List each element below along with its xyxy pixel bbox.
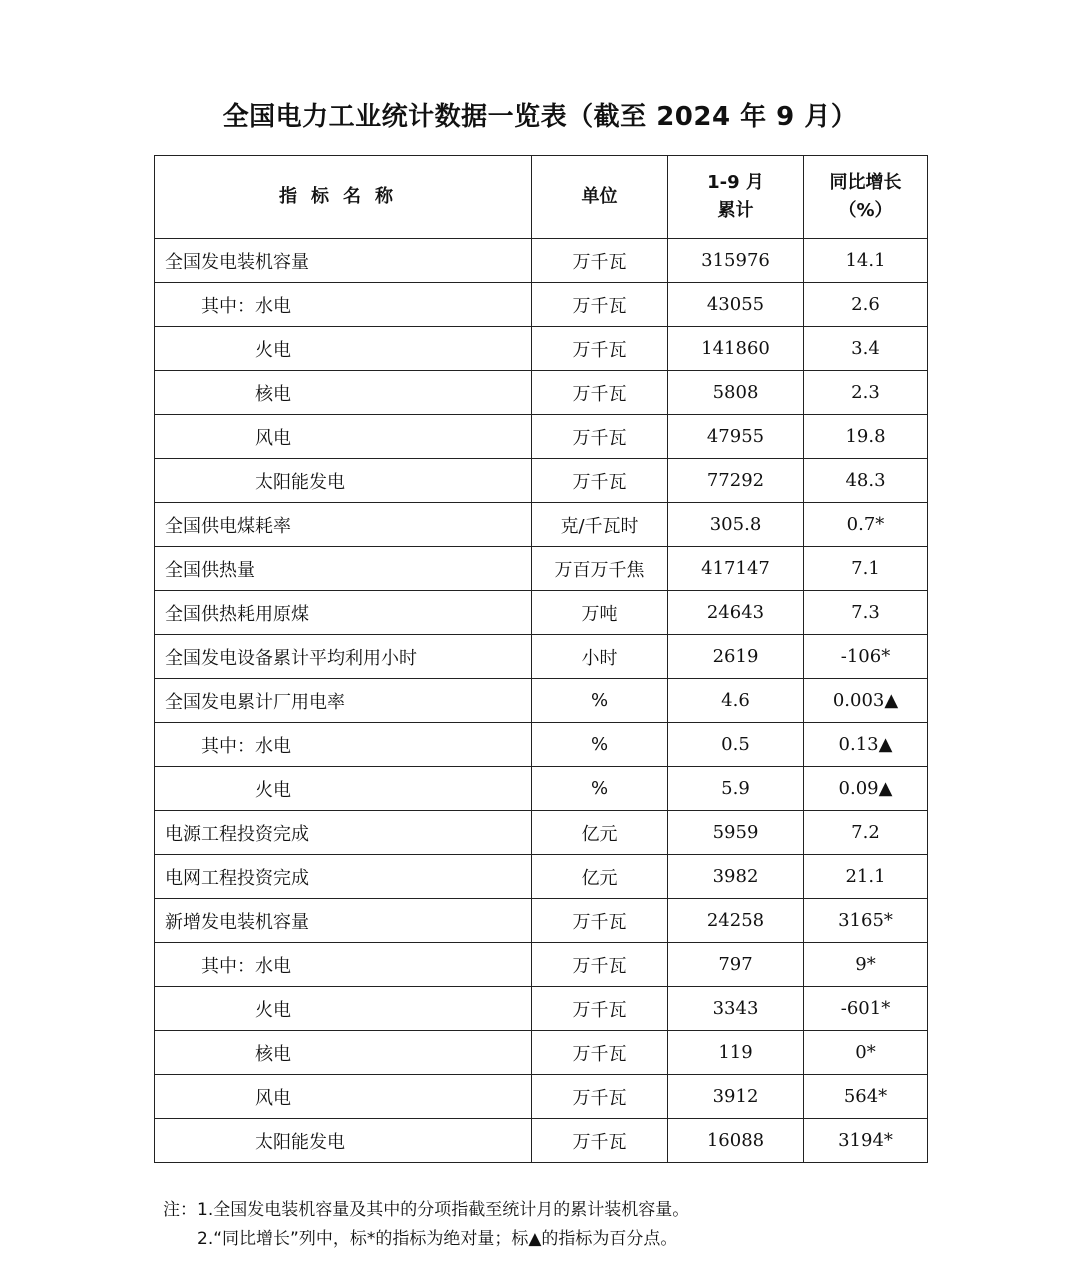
cumulative-value-cell: 47955 — [668, 415, 804, 459]
cumulative-value-cell: 2619 — [668, 635, 804, 679]
cumulative-value-cell: 315976 — [668, 239, 804, 283]
cumulative-value-cell: 24258 — [668, 899, 804, 943]
cumulative-value-cell: 119 — [668, 1031, 804, 1075]
yoy-growth-cell: 2.6 — [804, 283, 928, 327]
table-row — [155, 1075, 928, 1119]
unit-cell: % — [532, 679, 668, 723]
header-unit: 单位 — [532, 156, 668, 239]
cumulative-value-cell: 3343 — [668, 987, 804, 1031]
indicator-name-cell: 火电 — [155, 327, 532, 371]
indicator-name-cell: 风电 — [155, 1075, 532, 1119]
yoy-growth-cell: 9* — [804, 943, 928, 987]
indicator-name-cell: 电源工程投资完成 — [155, 811, 532, 855]
unit-cell: 万千瓦 — [532, 415, 668, 459]
cumulative-value-cell: 16088 — [668, 1119, 804, 1163]
unit-cell: 万百万千焦 — [532, 547, 668, 591]
statistics-table — [154, 155, 928, 1163]
table-row — [155, 415, 928, 459]
unit-cell: 万千瓦 — [532, 943, 668, 987]
header-yoy-line2: （%） — [838, 200, 893, 221]
indicator-name-cell: 全国发电累计厂用电率 — [155, 679, 532, 723]
table-row — [155, 767, 928, 811]
table-row — [155, 943, 928, 987]
yoy-growth-cell: 7.1 — [804, 547, 928, 591]
table-row — [155, 327, 928, 371]
header-cumulative — [668, 156, 804, 239]
unit-cell: 万千瓦 — [532, 1119, 668, 1163]
cumulative-value-cell: 43055 — [668, 283, 804, 327]
cumulative-value-cell: 3912 — [668, 1075, 804, 1119]
cumulative-value-cell: 77292 — [668, 459, 804, 503]
indicator-name-cell: 全国供热耗用原煤 — [155, 591, 532, 635]
cumulative-value-cell: 5808 — [668, 371, 804, 415]
yoy-growth-cell: 3165* — [804, 899, 928, 943]
indicator-name-cell: 全国发电装机容量 — [155, 239, 532, 283]
page-title: 全国电力工业统计数据一览表（截至 2024 年 9 月） — [222, 102, 858, 132]
header-cumulative-line1: 1-9 月 — [707, 172, 764, 193]
unit-cell: 万千瓦 — [532, 239, 668, 283]
table-row — [155, 459, 928, 503]
yoy-growth-cell: 21.1 — [804, 855, 928, 899]
yoy-growth-cell: 0* — [804, 1031, 928, 1075]
indicator-name-cell: 核电 — [155, 1031, 532, 1075]
yoy-growth-cell: 3.4 — [804, 327, 928, 371]
unit-cell: 亿元 — [532, 811, 668, 855]
table-row — [155, 503, 928, 547]
unit-cell: 克/千瓦时 — [532, 503, 668, 547]
unit-cell: 亿元 — [532, 855, 668, 899]
footnote-1: 注：1.全国发电装机容量及其中的分项指截至统计月的累计装机容量。 — [163, 1200, 690, 1220]
cumulative-value-cell: 4.6 — [668, 679, 804, 723]
unit-cell: 小时 — [532, 635, 668, 679]
table-row — [155, 811, 928, 855]
yoy-growth-cell: 19.8 — [804, 415, 928, 459]
table-row — [155, 283, 928, 327]
header-yoy — [804, 156, 928, 239]
indicator-name-cell: 太阳能发电 — [155, 459, 532, 503]
yoy-growth-cell: 0.09▲ — [804, 767, 928, 811]
yoy-growth-cell: 7.3 — [804, 591, 928, 635]
indicator-name-cell: 新增发电装机容量 — [155, 899, 532, 943]
table-row — [155, 679, 928, 723]
indicator-name-cell: 其中：水电 — [155, 723, 532, 767]
indicator-name-cell: 火电 — [155, 987, 532, 1031]
unit-cell: % — [532, 767, 668, 811]
table-row — [155, 547, 928, 591]
table-row — [155, 635, 928, 679]
indicator-name-cell: 全国发电设备累计平均利用小时 — [155, 635, 532, 679]
indicator-name-cell: 火电 — [155, 767, 532, 811]
table-row — [155, 1031, 928, 1075]
table-header-row — [155, 156, 928, 239]
unit-cell: 万吨 — [532, 591, 668, 635]
unit-cell: 万千瓦 — [532, 1031, 668, 1075]
cumulative-value-cell: 5959 — [668, 811, 804, 855]
yoy-growth-cell: 0.13▲ — [804, 723, 928, 767]
cumulative-value-cell: 305.8 — [668, 503, 804, 547]
cumulative-value-cell: 797 — [668, 943, 804, 987]
yoy-growth-cell: 3194* — [804, 1119, 928, 1163]
unit-cell: % — [532, 723, 668, 767]
unit-cell: 万千瓦 — [532, 987, 668, 1031]
indicator-name-cell: 风电 — [155, 415, 532, 459]
yoy-growth-cell: 0.7* — [804, 503, 928, 547]
yoy-growth-cell: 2.3 — [804, 371, 928, 415]
cumulative-value-cell: 5.9 — [668, 767, 804, 811]
indicator-name-cell: 全国供热量 — [155, 547, 532, 591]
table-row — [155, 723, 928, 767]
indicator-name-cell: 全国供电煤耗率 — [155, 503, 532, 547]
indicator-name-cell: 电网工程投资完成 — [155, 855, 532, 899]
yoy-growth-cell: 0.003▲ — [804, 679, 928, 723]
yoy-growth-cell: 14.1 — [804, 239, 928, 283]
header-yoy-line1: 同比增长 — [829, 172, 902, 193]
table-row — [155, 239, 928, 283]
cumulative-value-cell: 417147 — [668, 547, 804, 591]
table-row — [155, 591, 928, 635]
unit-cell: 万千瓦 — [532, 459, 668, 503]
table-row — [155, 1119, 928, 1163]
cumulative-value-cell: 141860 — [668, 327, 804, 371]
header-cumulative-line2: 累计 — [717, 200, 754, 221]
indicator-name-cell: 核电 — [155, 371, 532, 415]
indicator-name-cell: 太阳能发电 — [155, 1119, 532, 1163]
cumulative-value-cell: 3982 — [668, 855, 804, 899]
yoy-growth-cell: 7.2 — [804, 811, 928, 855]
table-row — [155, 855, 928, 899]
unit-cell: 万千瓦 — [532, 899, 668, 943]
footnotes — [163, 1196, 1023, 1254]
unit-cell: 万千瓦 — [532, 327, 668, 371]
table-row — [155, 371, 928, 415]
yoy-growth-cell: -601* — [804, 987, 928, 1031]
cumulative-value-cell: 0.5 — [668, 723, 804, 767]
indicator-name-cell: 其中：水电 — [155, 943, 532, 987]
unit-cell: 万千瓦 — [532, 371, 668, 415]
yoy-growth-cell: 48.3 — [804, 459, 928, 503]
footnote-2: 2.“同比增长”列中，标*的指标为绝对量；标▲的指标为百分点。 — [197, 1229, 678, 1249]
yoy-growth-cell: -106* — [804, 635, 928, 679]
unit-cell: 万千瓦 — [532, 1075, 668, 1119]
table-row — [155, 899, 928, 943]
cumulative-value-cell: 24643 — [668, 591, 804, 635]
yoy-growth-cell: 564* — [804, 1075, 928, 1119]
indicator-name-cell: 其中：水电 — [155, 283, 532, 327]
table-row — [155, 987, 928, 1031]
table-body — [155, 239, 928, 1163]
header-indicator-name: 指标名称 — [155, 156, 532, 239]
unit-cell: 万千瓦 — [532, 283, 668, 327]
